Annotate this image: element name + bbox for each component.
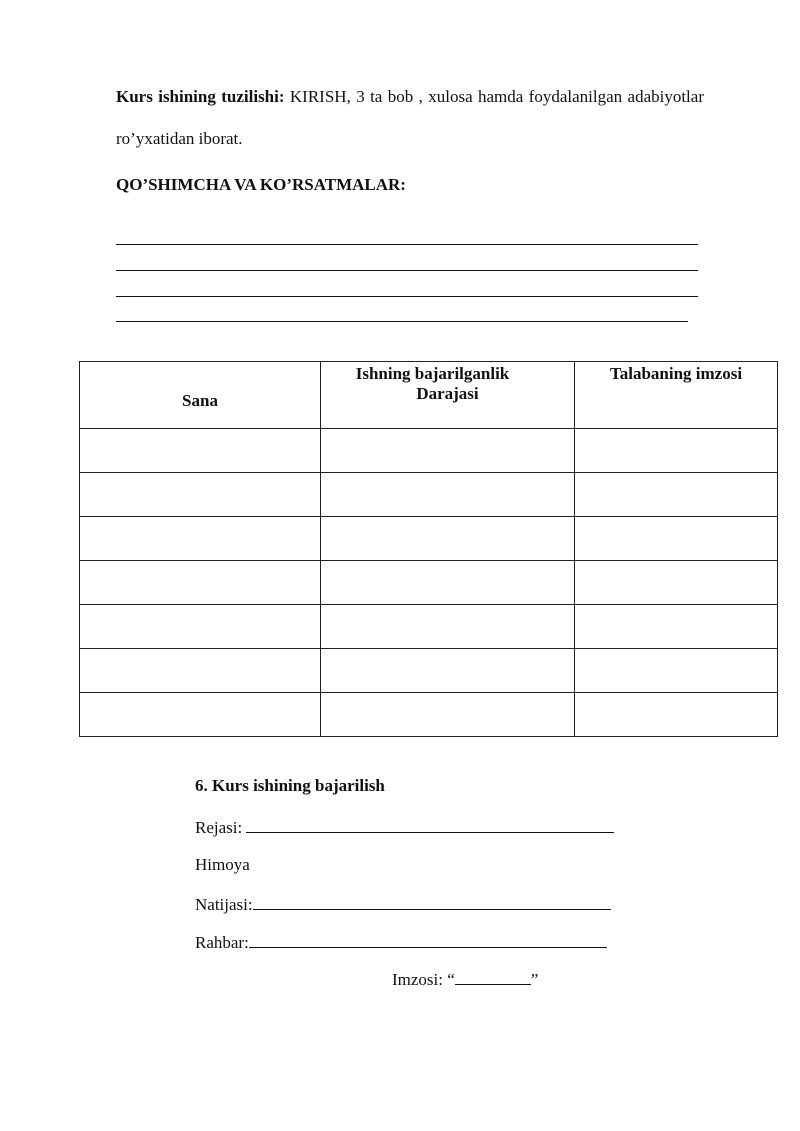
natijasi-label: Natijasi: [195, 895, 253, 914]
header-imzo: Talabaning imzosi [575, 362, 778, 429]
table-cell[interactable] [321, 561, 575, 605]
header-sana: Sana [80, 362, 321, 429]
table-cell[interactable] [321, 605, 575, 649]
table-cell[interactable] [321, 429, 575, 473]
table-row [80, 693, 778, 737]
imzosi-blank[interactable] [455, 968, 531, 985]
table-cell[interactable] [575, 517, 778, 561]
table-cell[interactable] [321, 649, 575, 693]
table-cell[interactable] [575, 429, 778, 473]
table-cell[interactable] [80, 649, 321, 693]
table-row [80, 561, 778, 605]
intro-label: Kurs ishining tuzilishi: [116, 87, 285, 106]
table-cell[interactable] [80, 561, 321, 605]
table-cell[interactable] [321, 473, 575, 517]
rahbar-blank[interactable] [249, 931, 607, 948]
table-cell[interactable] [80, 473, 321, 517]
table-row [80, 429, 778, 473]
notes-line-1 [116, 244, 698, 245]
header-ishning-line2: Darajasi [416, 384, 479, 403]
header-ishning [321, 362, 575, 429]
rahbar-label: Rahbar: [195, 933, 249, 952]
imzosi-prefix: Imzosi: “ [392, 970, 455, 989]
progress-table [79, 361, 778, 737]
intro-text: KIRISH, 3 ta bob , xulosa hamda foydalanilgan adabiyotlar ro’yxatidan iborat. [116, 87, 704, 148]
table-row [80, 605, 778, 649]
table-cell[interactable] [80, 429, 321, 473]
table-cell[interactable] [575, 605, 778, 649]
imzosi-line [392, 968, 538, 990]
natijasi-blank[interactable] [253, 893, 611, 910]
notes-line-2 [116, 270, 698, 271]
table-cell[interactable] [321, 517, 575, 561]
notes-line-3 [116, 296, 698, 297]
table-row [80, 473, 778, 517]
himoya-label: Himoya [195, 855, 250, 874]
table-cell[interactable] [575, 649, 778, 693]
notes-heading: QO’SHIMCHA VA KO’RSATMALAR: [116, 175, 406, 194]
table-cell[interactable] [80, 605, 321, 649]
imzosi-suffix: ” [530, 970, 539, 989]
table-row [80, 517, 778, 561]
table-cell[interactable] [321, 693, 575, 737]
table-header-row [80, 362, 778, 429]
table-cell[interactable] [575, 561, 778, 605]
table-cell[interactable] [80, 517, 321, 561]
rejasi-label: Rejasi: [195, 818, 247, 837]
rejasi-line [195, 816, 614, 838]
table-row [80, 649, 778, 693]
rahbar-line [195, 931, 607, 953]
section-6-title: 6. Kurs ishining bajarilish [195, 776, 385, 795]
rejasi-blank[interactable] [246, 816, 614, 833]
table-cell[interactable] [575, 473, 778, 517]
table-cell[interactable] [575, 693, 778, 737]
header-ishning-line1: Ishning bajarilganlik [355, 364, 510, 383]
notes-line-4 [116, 321, 688, 322]
intro-paragraph [116, 76, 704, 160]
natijasi-line [195, 893, 611, 915]
table-cell[interactable] [80, 693, 321, 737]
